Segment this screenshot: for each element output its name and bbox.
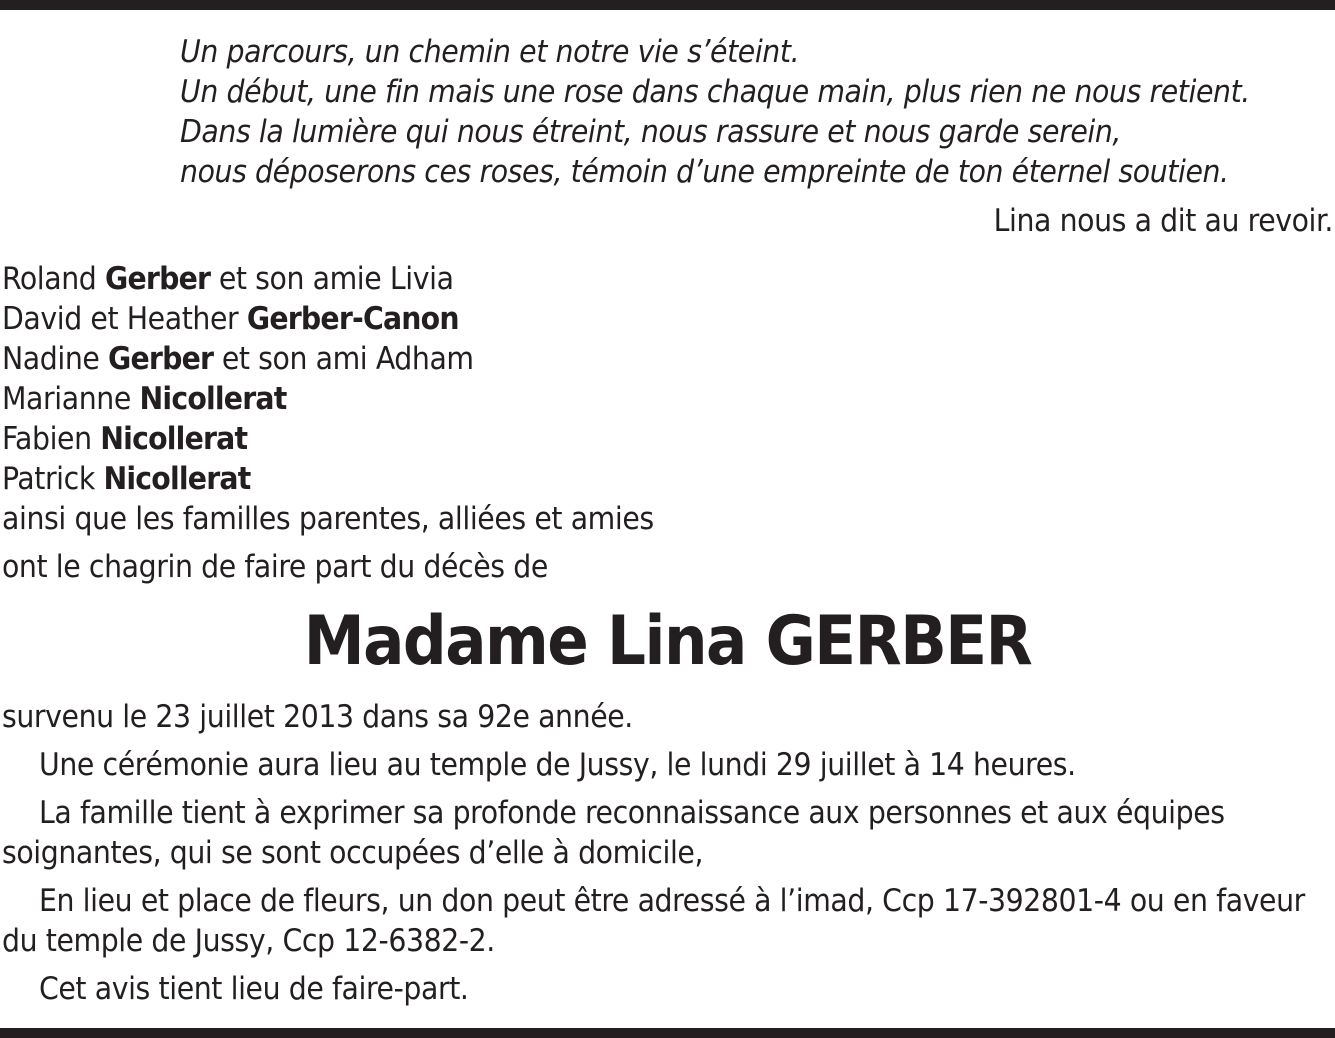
family-member-3 [2, 339, 654, 379]
poem-farewell: Lina nous a dit au revoir. [993, 203, 1333, 239]
family-member-6 [2, 459, 654, 499]
relatives-line: ainsi que les familles parentes, alliées et amies [2, 501, 654, 537]
donation-paragraph: En lieu et place de fleurs, un don peut être adressé à l’imad, Ccp 17-392801-4 ou en faveur du temple de Jussy, Ccp 12-6382-2. [2, 883, 1305, 959]
member-first-name: Patrick [2, 461, 95, 497]
member-first-name: Roland [2, 261, 97, 297]
family-member-4 [2, 379, 654, 419]
member-last-name: Nicollerat [103, 461, 251, 497]
announcement: ont le chagrin de faire part du décès de [2, 549, 548, 585]
poem [180, 32, 1335, 192]
member-last-name: Gerber-Canon [246, 301, 459, 337]
gratitude-paragraph: La famille tient à exprimer sa profonde reconnaissance aux personnes et aux équipes soignantes, qui se sont occupées d’elle à domicile, [2, 795, 1225, 871]
ceremony-paragraph: Une cérémonie aura lieu au temple de Jussy, le lundi 29 juillet à 14 heures. [39, 747, 1076, 783]
poem-line-2: Un début, une fin mais une rose dans chaque main, plus rien ne nous retient. [180, 74, 1250, 110]
member-suffix: et son ami Adham [221, 341, 474, 377]
family-member-5 [2, 419, 654, 459]
deceased-name: Madame Lina GERBER [303, 602, 1032, 681]
poem-line-4: nous déposerons ces roses, témoin d’une empreinte de ton éternel soutien. [180, 154, 1229, 190]
member-last-name: Nicollerat [100, 421, 248, 457]
family-member-2 [2, 299, 654, 339]
bottom-border-rule [0, 1028, 1335, 1038]
member-first-name: Nadine [2, 341, 100, 377]
top-border-rule [0, 0, 1335, 10]
member-suffix: et son amie Livia [218, 261, 454, 297]
notice-paragraph: Cet avis tient lieu de faire-part. [39, 971, 469, 1007]
member-last-name: Gerber [108, 341, 214, 377]
member-last-name: Gerber [105, 261, 211, 297]
family-member-1 [2, 259, 654, 299]
member-first-name: Fabien [2, 421, 92, 457]
member-first-name: David et Heather [2, 301, 239, 337]
poem-line-3: Dans la lumière qui nous étreint, nous rassure et nous garde serein, [180, 114, 1121, 150]
poem-line-1: Un parcours, un chemin et notre vie s’éteint. [180, 34, 800, 70]
notice-body [2, 697, 1335, 1017]
family-list [2, 259, 654, 539]
member-last-name: Nicollerat [139, 381, 287, 417]
death-date-paragraph: survenu le 23 juillet 2013 dans sa 92e année. [2, 699, 633, 735]
member-first-name: Marianne [2, 381, 131, 417]
